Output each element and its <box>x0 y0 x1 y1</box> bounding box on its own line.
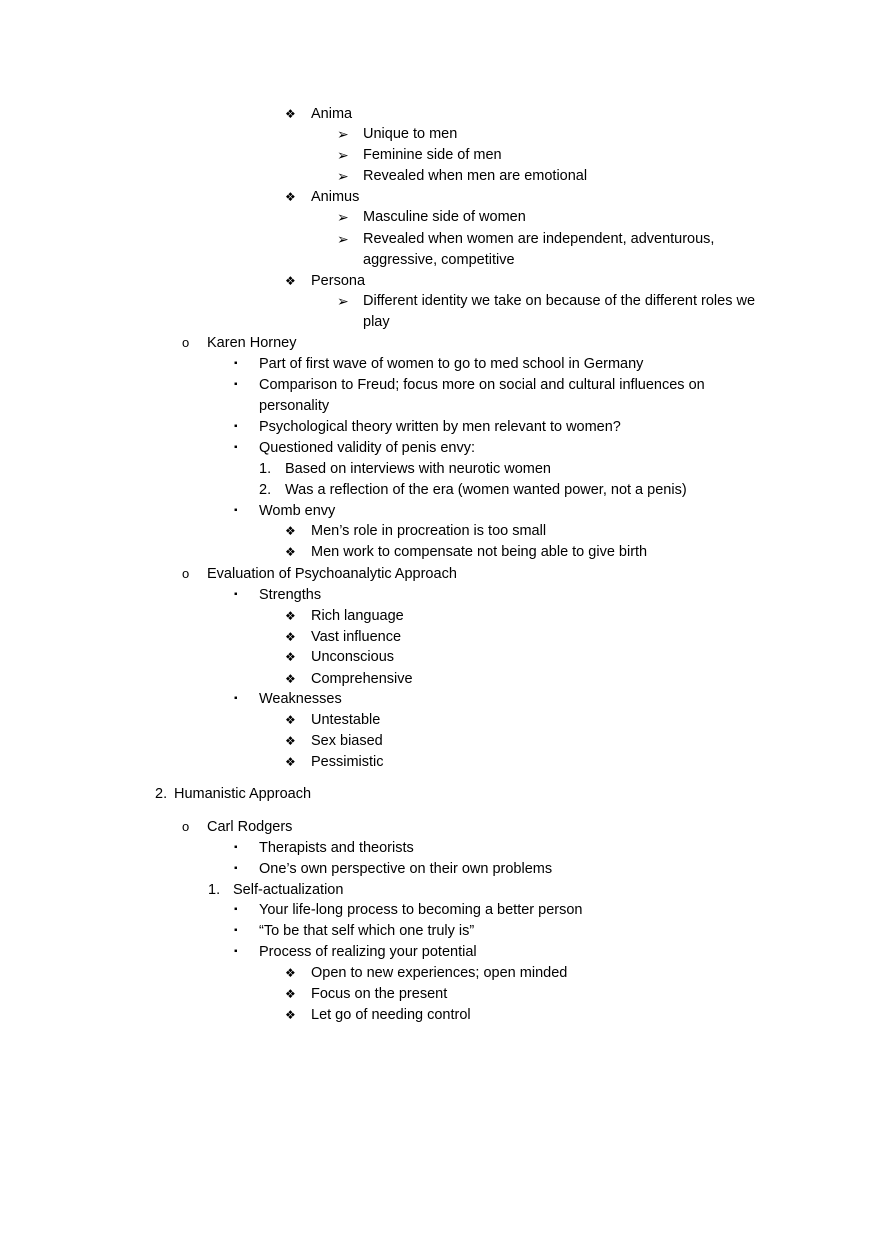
diamond-bullet-icon: ❖ <box>285 107 296 121</box>
list-item-text: Untestable <box>311 712 381 728</box>
square-bullet-icon: ▪ <box>234 946 238 957</box>
arrow-bullet-icon: ➢ <box>337 168 349 184</box>
diamond-bullet-icon: ❖ <box>285 672 296 686</box>
diamond-bullet-icon: ❖ <box>285 755 296 769</box>
list-item-text: Part of first wave of women to go to med school in Germany <box>259 356 644 372</box>
square-bullet-icon: ▪ <box>234 693 238 704</box>
list-item-text: Revealed when women are independent, adventurous, <box>363 231 715 247</box>
list-number: 2. <box>259 482 272 498</box>
square-bullet-icon: ▪ <box>234 442 238 453</box>
arrow-bullet-icon: ➢ <box>337 126 349 142</box>
arrow-bullet-icon: ➢ <box>337 209 349 225</box>
list-item-text: Pessimistic <box>311 754 384 770</box>
diamond-bullet-icon: ❖ <box>285 190 296 204</box>
list-item-text: Humanistic Approach <box>174 786 312 802</box>
circle-bullet-icon: o <box>182 335 190 350</box>
list-number: 1. <box>208 882 221 898</box>
list-item-text: play <box>363 314 390 330</box>
list-item-text: Based on interviews with neurotic women <box>285 461 551 477</box>
square-bullet-icon: ▪ <box>234 505 238 516</box>
list-item-text: Men work to compensate not being able to give birth <box>311 544 648 560</box>
circle-bullet-icon: o <box>182 819 190 834</box>
list-item-text: personality <box>259 398 330 414</box>
arrow-bullet-icon: ➢ <box>337 293 349 309</box>
list-item-text: Psychological theory written by men relevant to women? <box>259 419 621 435</box>
list-item-text: Was a reflection of the era (women wanted power, not a penis) <box>285 482 687 498</box>
list-item-text: Anima <box>311 106 353 122</box>
diamond-bullet-icon: ❖ <box>285 545 296 559</box>
diamond-bullet-icon: ❖ <box>285 524 296 538</box>
list-item-text: Rich language <box>311 608 404 624</box>
list-number: 2. <box>155 786 168 802</box>
list-item-text: Feminine side of men <box>363 147 502 163</box>
arrow-bullet-icon: ➢ <box>337 231 349 247</box>
list-item-text: Masculine side of women <box>363 209 526 225</box>
list-item-text: Comprehensive <box>311 671 413 687</box>
list-item-text: Let go of needing control <box>311 1007 471 1023</box>
list-item-text: Self-actualization <box>233 882 344 898</box>
list-item-text: Therapists and theorists <box>259 840 414 856</box>
list-item-text: Unconscious <box>311 649 395 665</box>
arrow-bullet-icon: ➢ <box>337 147 349 163</box>
diamond-bullet-icon: ❖ <box>285 713 296 727</box>
list-item-text: Different identity we take on because of the different roles we <box>363 293 756 309</box>
list-item-text: Weaknesses <box>259 691 342 707</box>
circle-bullet-icon: o <box>182 566 190 581</box>
list-item-text: Sex biased <box>311 733 383 749</box>
diamond-bullet-icon: ❖ <box>285 1008 296 1022</box>
square-bullet-icon: ▪ <box>234 379 238 390</box>
list-item-text: Focus on the present <box>311 986 448 1002</box>
list-item-text: Vast influence <box>311 629 402 645</box>
list-item-text: Womb envy <box>259 503 336 519</box>
list-item-text: Men’s role in procreation is too small <box>311 523 547 539</box>
diamond-bullet-icon: ❖ <box>285 966 296 980</box>
diamond-bullet-icon: ❖ <box>285 609 296 623</box>
diamond-bullet-icon: ❖ <box>285 650 296 664</box>
list-item-text: Animus <box>311 189 360 205</box>
list-item-text: Carl Rodgers <box>207 819 293 835</box>
square-bullet-icon: ▪ <box>234 842 238 853</box>
list-item-text: Comparison to Freud; focus more on social and cultural influences on <box>259 377 705 393</box>
list-item-text: aggressive, competitive <box>363 252 515 268</box>
square-bullet-icon: ▪ <box>234 904 238 915</box>
list-item-text: Open to new experiences; open minded <box>311 965 568 981</box>
square-bullet-icon: ▪ <box>234 421 238 432</box>
square-bullet-icon: ▪ <box>234 925 238 936</box>
diamond-bullet-icon: ❖ <box>285 987 296 1001</box>
list-number: 1. <box>259 461 272 477</box>
list-item-text: Unique to men <box>363 126 458 142</box>
list-item-text: Questioned validity of penis envy: <box>259 440 476 456</box>
list-item-text: Persona <box>311 273 366 289</box>
list-item-text: “To be that self which one truly is” <box>259 923 475 939</box>
diamond-bullet-icon: ❖ <box>285 630 296 644</box>
list-item-text: Revealed when men are emotional <box>363 168 588 184</box>
square-bullet-icon: ▪ <box>234 589 238 600</box>
list-item-text: Evaluation of Psychoanalytic Approach <box>207 566 457 582</box>
diamond-bullet-icon: ❖ <box>285 734 296 748</box>
list-item-text: Strengths <box>259 587 322 603</box>
square-bullet-icon: ▪ <box>234 863 238 874</box>
square-bullet-icon: ▪ <box>234 358 238 369</box>
list-item-text: One’s own perspective on their own problems <box>259 861 553 877</box>
diamond-bullet-icon: ❖ <box>285 274 296 288</box>
list-item-text: Your life-long process to becoming a better person <box>259 902 583 918</box>
list-item-text: Karen Horney <box>207 335 297 351</box>
list-item-text: Process of realizing your potential <box>259 944 477 960</box>
